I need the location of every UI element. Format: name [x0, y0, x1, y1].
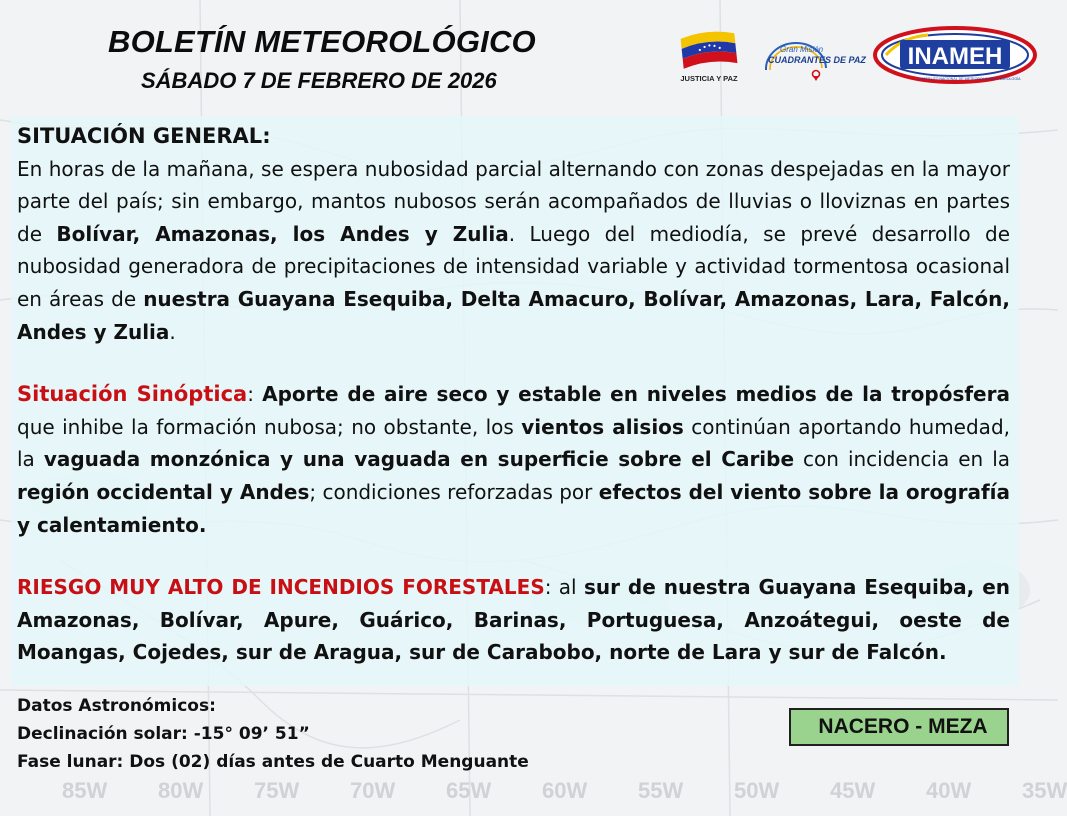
situacion-sinoptica-text — [17, 378, 1010, 541]
ss-text-4: ; condiciones reforzadas por — [309, 479, 599, 504]
sg-text-2: . Luego del mediodía, se prevé desarrollo de nubosidad generadora de precipitaciones de intensidad variable y actividad tormentosa ocasional en áreas de — [17, 221, 1011, 311]
gmcp-logo-text-bottom: CUADRANTES DE PAZ — [768, 55, 866, 65]
sg-bold-1: Bolívar, Amazonas, los Andes y Zulia — [56, 221, 509, 246]
ss-bold-3: vaguada monzónica y una vaguada en superficie sobre el Caribe — [43, 447, 795, 472]
ss-bold-1: Aporte de aire seco y estable en niveles medios de la tropósfera — [262, 382, 1010, 407]
sg-text-3: . — [169, 319, 176, 344]
astro-title: Datos Astronómicos: — [17, 696, 216, 716]
justicia-y-paz-logo — [678, 26, 740, 86]
riesgo-bold-1: sur de nuestra Guayana Esequiba, en Amazonas, Bolívar, Apure, Guárico, Barinas, Portuguesa, Anzoátegui, oeste de Moangas, Cojedes, sur de Aragua, sur de Carabobo, norte de Lara y sur de Falcón. — [17, 575, 1010, 665]
longitude-label: 45W — [830, 778, 876, 803]
section-gap — [17, 541, 1010, 571]
forecaster-badge: NACERO - MEZA — [789, 708, 1009, 746]
ss-sep: : — [247, 382, 263, 407]
situacion-general-heading: SITUACIÓN GENERAL: — [17, 124, 271, 148]
ss-text-2: continúan aportando humedad, la — [17, 414, 1010, 472]
longitude-label: 35W — [1022, 778, 1067, 803]
longitude-label: 80W — [158, 778, 204, 803]
longitude-label: 55W — [638, 778, 684, 803]
astro-moon-phase: Fase lunar: Dos (02) días antes de Cuarto Menguante — [17, 752, 529, 772]
section-gap — [17, 348, 1010, 378]
bulletin-date: SÁBADO 7 DE FEBRERO DE 2026 — [141, 68, 497, 93]
ss-text-3: con incidencia en la — [794, 447, 1011, 472]
longitude-label: 75W — [254, 778, 300, 803]
ss-bold-4: región occidental y Andes — [17, 479, 310, 504]
sg-bold-2: nuestra Guayana Esequiba, Delta Amacuro, Bolívar, Amazonas, Lara, Falcón, Andes y Zulia — [17, 286, 1010, 344]
longitude-label: 60W — [542, 778, 588, 803]
cuadrantes-de-paz-logo — [756, 28, 868, 84]
ss-bold-5: efectos del viento sobre la orografía y calentamiento. — [17, 479, 1011, 537]
ss-bold-2: vientos alisios — [521, 414, 684, 439]
longitude-label: 85W — [62, 778, 108, 803]
inameh-logo-text: INAMEH — [907, 43, 1003, 70]
ss-text-1: que inhibe la formación nubosa; no obstante, los — [17, 414, 522, 439]
sg-text-1: En horas de la mañana, se espera nubosidad parcial alternando con zonas despejadas en la mayor parte del país; sin embargo, mantos nubosos serán acompañados de lluvias o lloviznas en partes de — [17, 156, 1010, 246]
astronomical-data — [17, 692, 529, 776]
gmcp-logo-text-top: Gran Misión — [780, 45, 824, 54]
riesgo-text — [17, 571, 1010, 669]
longitude-label: 65W — [446, 778, 492, 803]
riesgo-sep: : al — [544, 575, 584, 600]
astro-declination: Declinación solar: -15° 09’ 51” — [17, 724, 310, 744]
longitude-labels — [0, 778, 1067, 808]
bulletin-body — [17, 120, 1010, 669]
inameh-logo — [872, 25, 1038, 87]
bulletin-title: BOLETÍN METEOROLÓGICO — [108, 24, 536, 59]
inameh-logo-subtext: INSTITUTO NACIONAL DE METEOROLOGÍA E HIDROLOGÍA — [919, 77, 1021, 81]
justicia-logo-text: JUSTICIA Y PAZ — [680, 74, 738, 83]
longitude-label: 40W — [926, 778, 972, 803]
longitude-label: 70W — [350, 778, 396, 803]
situacion-sinoptica-heading: Situación Sinóptica — [17, 382, 248, 407]
longitude-label: 50W — [734, 778, 780, 803]
situacion-general-text — [17, 153, 1010, 349]
riesgo-heading: RIESGO MUY ALTO DE INCENDIOS FORESTALES — [17, 575, 545, 600]
